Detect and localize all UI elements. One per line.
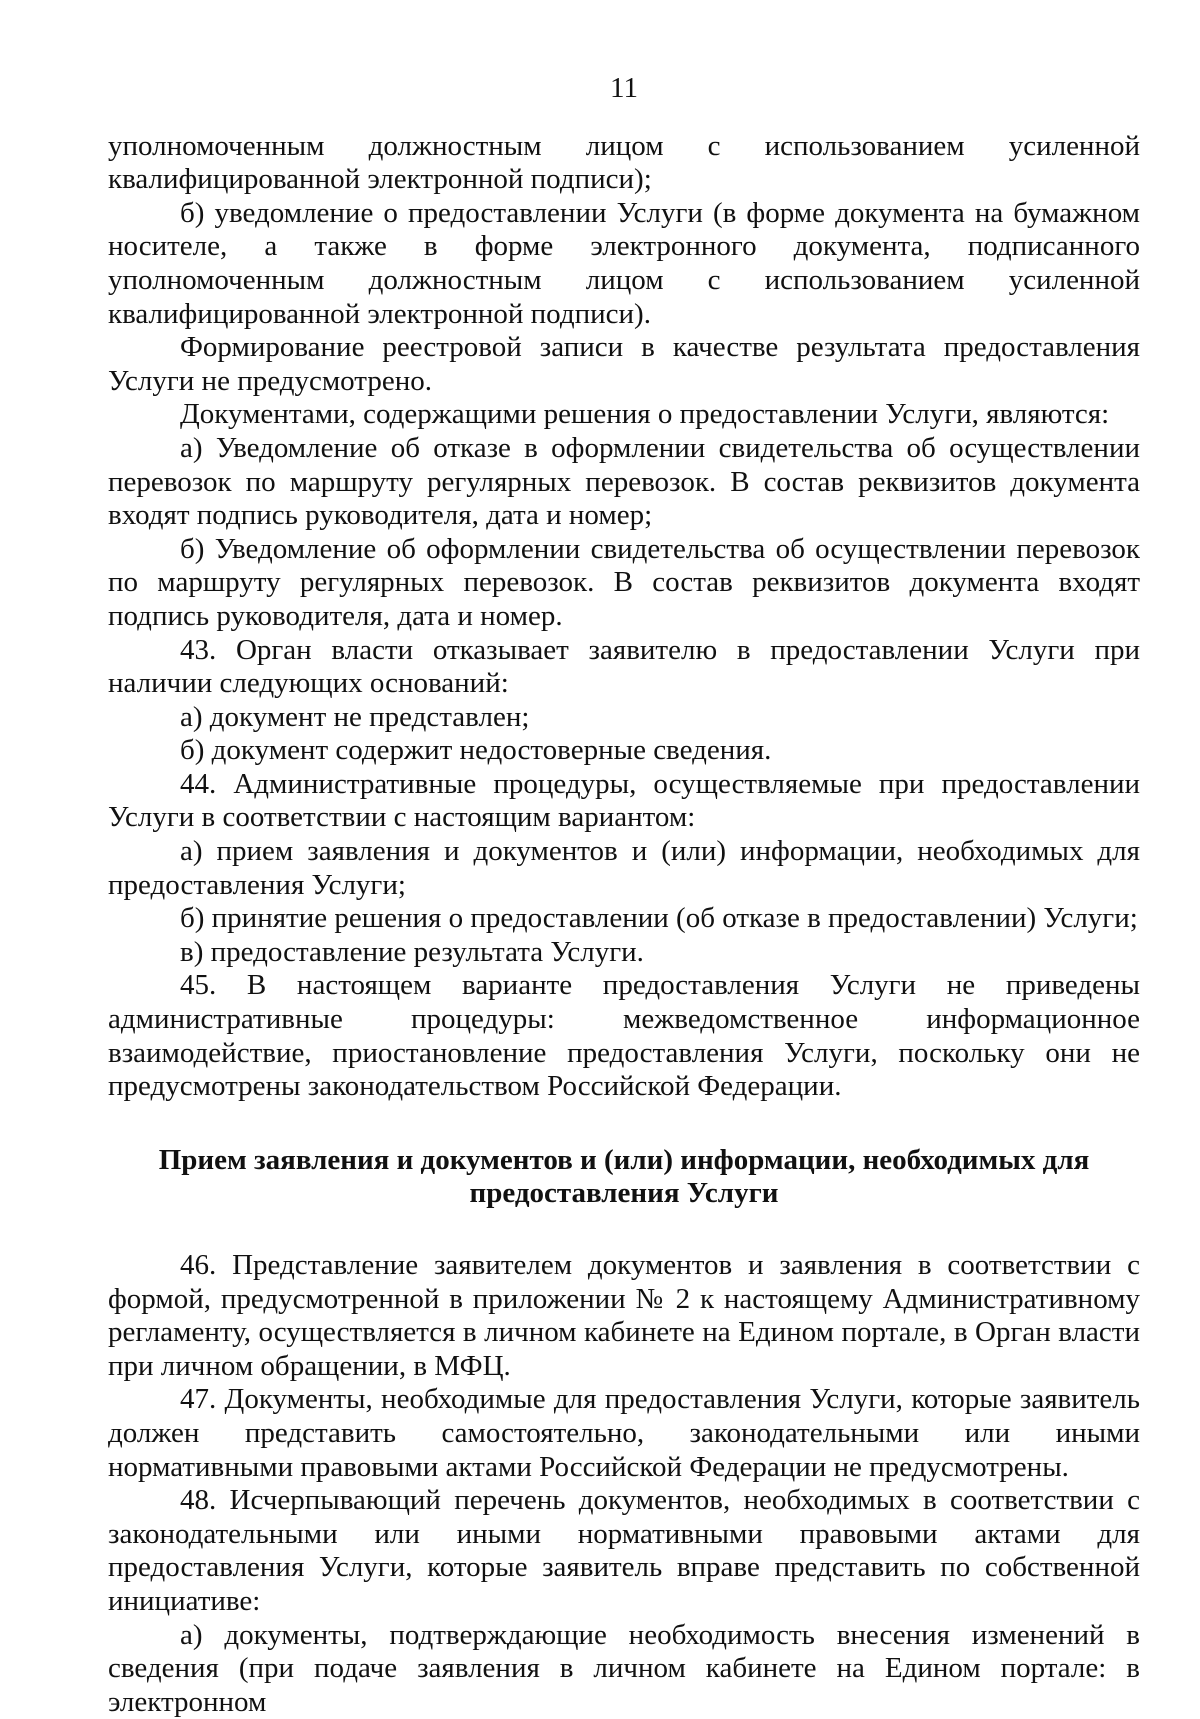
paragraph: б) документ содержит недостоверные сведения. xyxy=(180,734,772,767)
paragraph: Документами, содержащими решения о предоставлении Услуги, являются: xyxy=(180,398,1110,431)
paragraph: 43. Орган власти отказывает заявителю в предоставлении Услуги при наличии следующих оснований: xyxy=(108,633,1140,700)
paragraph: 48. Исчерпывающий перечень документов, необходимых в соответствии с законодательными или иными нормативными правовыми актами для предоставления Услуги, которые заявитель вправе представить по собственной инициативе: xyxy=(108,1484,1140,1617)
paragraph: 45. В настоящем варианте предоставления Услуги не приведены административные процедуры: межведомственное информационное взаимодействие, приостановление предоставления Услуги, поскольку они не предусмотрены законодательством Российской Федерации. xyxy=(108,969,1140,1103)
paragraph: 46. Представление заявителем документов и заявления в соответствии с формой, предусмотренной в приложении № 2 к настоящему Административному регламенту, осуществляется в личном кабинете на Едином портале, в Орган власти при личном обращении, в МФЦ. xyxy=(108,1249,1140,1382)
page-number: 11 xyxy=(610,72,638,104)
paragraph: 44. Административные процедуры, осуществляемые при предоставлении Услуги в соответствии с настоящим вариантом: xyxy=(108,767,1140,834)
paragraph: Формирование реестровой записи в качестве результата предоставления Услуги не предусмотрено. xyxy=(108,331,1140,397)
paragraph: б) принятие решения о предоставлении (об отказе в предоставлении) Услуги; xyxy=(180,902,1138,935)
section-heading xyxy=(148,1144,1100,1211)
paragraph: а) прием заявления и документов и (или) информации, необходимых для предоставления Услуги; xyxy=(108,835,1140,901)
paragraph: а) документ не представлен; xyxy=(180,700,530,733)
paragraph: уполномоченным должностным лицом с использованием усиленной квалифицированной электронной подписи); xyxy=(108,129,1140,196)
paragraph: 47. Документы, необходимые для предоставления Услуги, которые заявитель должен представить самостоятельно, законодательными или иными нормативными правовыми актами Российской Федерации не предусмотрены. xyxy=(108,1383,1140,1483)
paragraph: а) документы, подтверждающие необходимость внесения изменений в сведения (при подаче заявления в личном кабинете на Едином портале: в электронном xyxy=(108,1618,1140,1718)
section-heading-line: предоставления Услуги xyxy=(469,1177,779,1210)
paragraph: в) предоставление результата Услуги. xyxy=(180,935,644,968)
section-heading-line: Прием заявления и документов и (или) информации, необходимых для xyxy=(158,1143,1090,1176)
paragraph: а) Уведомление об отказе в оформлении свидетельства об осуществлении перевозок по маршруту регулярных перевозок. В состав реквизитов документа входят подпись руководителя, дата и номер; xyxy=(108,431,1140,532)
paragraph: б) Уведомление об оформлении свидетельства об осуществлении перевозок по маршруту регулярных перевозок. В состав реквизитов документа входят подпись руководителя, дата и номер. xyxy=(108,532,1140,632)
paragraph: б) уведомление о предоставлении Услуги (в форме документа на бумажном носителе, а также в форме электронного документа, подписанного уполномоченным должностным лицом с использованием усиленной квалифицированной электронной подписи). xyxy=(108,196,1140,330)
body-text-after xyxy=(108,1249,1140,1719)
body-text-before xyxy=(108,130,1140,1104)
